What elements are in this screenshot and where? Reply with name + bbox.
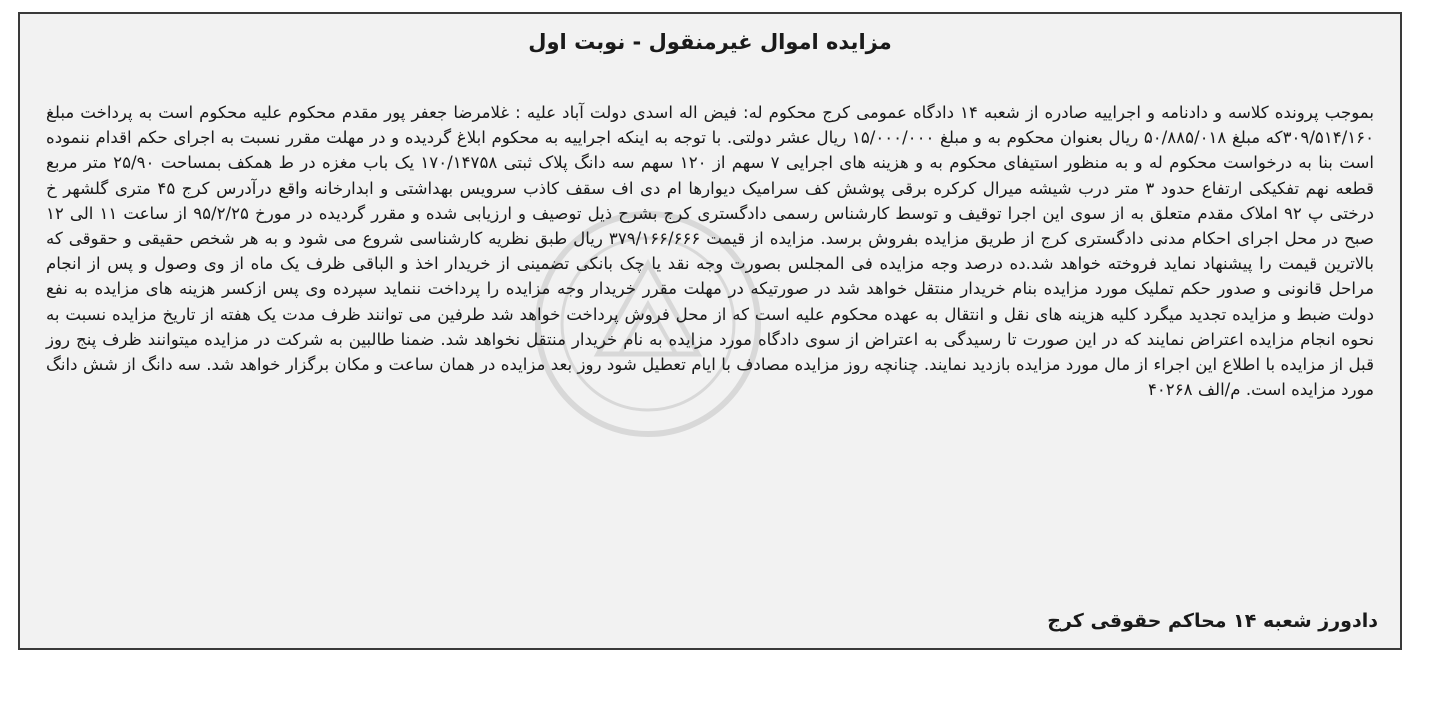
notice-signature: دادورز شعبه ۱۴ محاکم حقوقی کرج — [1047, 610, 1378, 632]
auction-notice-box — [18, 12, 1402, 650]
notice-body: بموجب پرونده کلاسه و دادنامه و اجراییه صادره از شعبه ۱۴ دادگاه عمومی کرج محکوم له: فیض اله اسدی دولت آباد علیه : غلامرضا جعفر پور مقدم محکوم علیه محکوم است به پرداخت مبلغ ۳۰۹/۵۱۴/۱۶۰که مبلغ ۵۰/۸۸۵/۰۱۸ ریال بعنوان محکوم به و مبلغ ۱۵/۰۰۰/۰۰۰ ریال عشر دولتی. با توجه به اینکه اجراییه به محکوم ابلاغ گردیده و در مهلت مقرر نسبت به اجرای حکم اقدام ننموده است بنا به درخواست محکوم له و به منظور استیفای محکوم به و هزینه های اجرایی ۷ سهم از ۱۲۰ سهم سه دانگ پلاک ثبتی ۱۷۰/۱۴۷۵۸ یک باب مغزه در ط همکف بمساحت ۲۵/۹۰ متر مربع قطعه نهم تفکیکی ارتفاع حدود ۳ متر درب شیشه میرال کرکره برقی پوشش کف سرامیک دیوارها ام دی اف سقف کاذب سرویس بهداشتی و ابدارخانه واقع درآدرس کرج ۴۵ متری گلشهر خ درختی پ ۹۲ املاک مقدم متعلق به از سوی این اجرا توقیف و توسط کارشناس رسمی دادگستری کرج بشرح ذیل توصیف و ارزیابی شده و مقرر گردیده در مورخ ۹۵/۲/۲۵ از ساعت ۱۱ الی ۱۲ صبح در محل اجرای احکام مدنی دادگستری کرج از طریق مزایده بفروش برسد. مزایده از قیمت ۳۷۹/۱۶۶/۶۶۶ ریال طبق نظریه کارشناسی شروع می شود و به هر شخص حقیقی و حقوقی که بالاترین قیمت را پیشنهاد نماید فروخته خواهد شد.ده درصد وجه مزایده فی المجلس بصورت وجه نقد یا چک بانکی تضمینی از خریدار اخذ و الباقی ظرف یک ماه از وی وصول و پس از انجام مراحل قانونی و صدور حکم تملیک مورد مزایده بنام خریدار منتقل خواهد شد در صورتیکه در مهلت مقرر خریدار وجه مزایده را پرداخت ننماید سپرده وی پس ازکسر هزینه های مزایده به نفع دولت ضبط و مزایده تجدید میگرد کلیه هزینه های نقل و انتقال به عهده محکوم علیه است که از محل فروش پرداخت خواهد شد طرفین می توانند ظرف مدت یک هفته از تاریخ مزایده نسبت به نحوه انجام مزایده اعتراض نمایند که در این صورت تا رسیدگی به اعتراض از سوی دادگاه مورد مزایده به نام خریدار منتقل نخواهد شد. ضمنا طالبین به شرکت در مزایده میتوانند ظرف پنج روز قبل از مزایده با اطلاع این اجراء از مال مورد مزایده بازدید نمایند. چنانچه روز مزایده مصادف با ایام تعطیل شود روز بعد مزایده در همان ساعت و مکان برگزار خواهد شد. سه دانگ از شش دانگ مورد مزایده است. م/الف ۴۰۲۶۸ — [46, 103, 1375, 400]
notice-title: مزایده اموال غیرمنقول - نوبت اول — [528, 30, 892, 54]
